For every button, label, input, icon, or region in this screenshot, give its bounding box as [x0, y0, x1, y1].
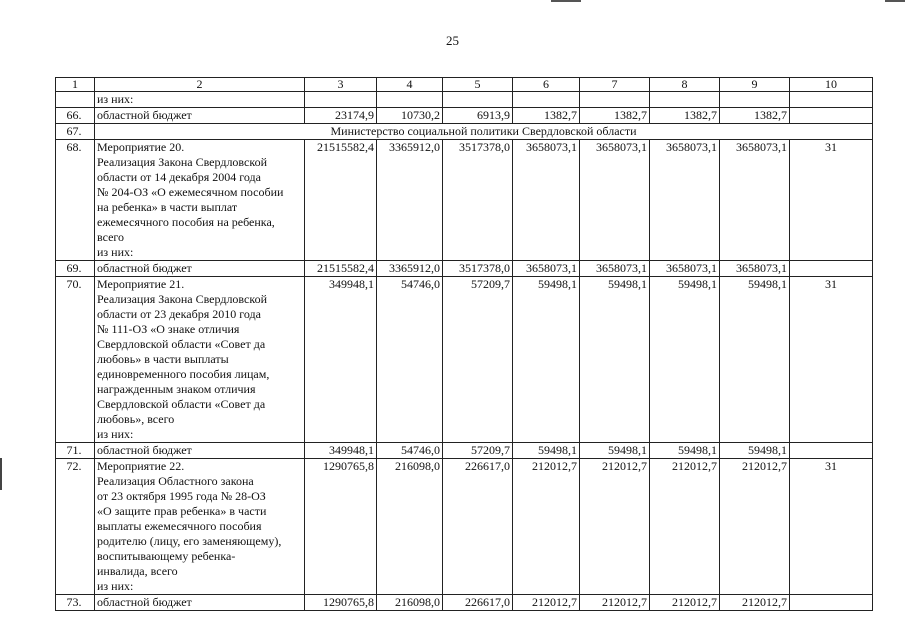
amount-cell: 226617,0 [443, 459, 513, 595]
amount-cell: 59498,1 [513, 443, 580, 459]
description-line: на ребенка» в части выплат [97, 200, 238, 214]
row-description [95, 261, 305, 277]
row-description [95, 443, 305, 459]
row-description [95, 595, 305, 611]
row-number: 70. [56, 277, 95, 443]
reference-cell [790, 595, 873, 611]
description-line: из них: [97, 245, 134, 259]
reference-cell [790, 92, 873, 108]
amount-cell: 3658073,1 [650, 261, 720, 277]
amount-cell: 59498,1 [720, 443, 790, 459]
reference-cell: 31 [790, 140, 873, 261]
amount-cell: 57209,7 [443, 443, 513, 459]
column-header: 7 [580, 78, 650, 92]
description-line: любовь» в части выплаты [97, 352, 229, 366]
page-number: 25 [446, 33, 459, 48]
description-line: воспитывающему ребенка- [97, 549, 236, 563]
amount-cell: 59498,1 [513, 277, 580, 443]
description-line: Мероприятие 21. [97, 277, 185, 291]
amount-cell [377, 92, 443, 108]
amount-cell [513, 92, 580, 108]
description-line: областной бюджет [97, 595, 192, 609]
description-line: награжденным знаком отличия [97, 382, 256, 396]
reference-cell: 31 [790, 277, 873, 443]
description-line: Мероприятие 22. [97, 459, 185, 473]
amount-cell: 212012,7 [580, 595, 650, 611]
table-row [56, 595, 873, 611]
row-description [95, 92, 305, 108]
table-row [56, 124, 873, 140]
amount-cell: 226617,0 [443, 595, 513, 611]
row-description [95, 277, 305, 443]
description-line: ежемесячного пособия на ребенка, [97, 215, 275, 229]
reference-cell [790, 443, 873, 459]
amount-cell: 1382,7 [720, 108, 790, 124]
amount-cell: 57209,7 [443, 277, 513, 443]
budget-table [55, 77, 873, 611]
amount-cell: 10730,2 [377, 108, 443, 124]
amount-cell: 216098,0 [377, 595, 443, 611]
amount-cell: 6913,9 [443, 108, 513, 124]
amount-cell: 212012,7 [720, 595, 790, 611]
description-line: всего [97, 230, 125, 244]
amount-cell: 1382,7 [580, 108, 650, 124]
amount-cell: 23174,9 [305, 108, 377, 124]
amount-cell: 1382,7 [513, 108, 580, 124]
amount-cell: 21515582,4 [305, 261, 377, 277]
description-line: № 111-ОЗ «О знаке отличия [97, 322, 240, 336]
row-description [95, 108, 305, 124]
amount-cell: 349948,1 [305, 443, 377, 459]
table-row [56, 108, 873, 124]
description-line: инвалида, всего [97, 564, 178, 578]
amount-cell [650, 92, 720, 108]
description-line: родителю (лицу, его заменяющему), [97, 534, 282, 548]
amount-cell: 349948,1 [305, 277, 377, 443]
amount-cell [720, 92, 790, 108]
description-line: № 204-ОЗ «О ежемесячном пособии [97, 185, 284, 199]
scan-corner-mark [551, 0, 581, 2]
amount-cell: 212012,7 [650, 459, 720, 595]
row-number: 72. [56, 459, 95, 595]
table-row [56, 277, 873, 443]
description-line: Реализация Областного закона [97, 474, 254, 488]
description-line: областной бюджет [97, 443, 192, 457]
reference-cell [790, 261, 873, 277]
amount-cell: 212012,7 [513, 459, 580, 595]
amount-cell: 212012,7 [580, 459, 650, 595]
description-line: областной бюджет [97, 108, 192, 122]
section-title: Министерство социальной политики Свердловской области [95, 124, 873, 140]
row-number: 69. [56, 261, 95, 277]
amount-cell: 59498,1 [580, 277, 650, 443]
table-row [56, 92, 873, 108]
description-line: любовь», всего [97, 412, 175, 426]
column-header: 6 [513, 78, 580, 92]
row-number: 66. [56, 108, 95, 124]
amount-cell: 3365912,0 [377, 261, 443, 277]
amount-cell: 59498,1 [720, 277, 790, 443]
column-header: 9 [720, 78, 790, 92]
description-line: из них: [97, 427, 134, 441]
amount-cell: 3658073,1 [513, 140, 580, 261]
amount-cell: 3517378,0 [443, 261, 513, 277]
column-header: 2 [95, 78, 305, 92]
amount-cell: 3517378,0 [443, 140, 513, 261]
table-row [56, 140, 873, 261]
amount-cell [580, 92, 650, 108]
description-line: из них: [97, 92, 134, 106]
column-header: 4 [377, 78, 443, 92]
description-line: Реализация Закона Свердловской [97, 292, 267, 306]
amount-cell: 3658073,1 [580, 261, 650, 277]
amount-cell: 59498,1 [650, 277, 720, 443]
description-line: Свердловской области «Совет да [97, 337, 266, 351]
row-number: 73. [56, 595, 95, 611]
amount-cell: 1290765,8 [305, 595, 377, 611]
description-line: Реализация Закона Свердловской [97, 155, 267, 169]
row-number [56, 92, 95, 108]
amount-cell: 3658073,1 [720, 140, 790, 261]
amount-cell: 3658073,1 [650, 140, 720, 261]
table-row [56, 459, 873, 595]
amount-cell: 212012,7 [720, 459, 790, 595]
amount-cell: 59498,1 [650, 443, 720, 459]
row-number: 67. [56, 124, 95, 140]
scan-corner-mark [885, 0, 905, 2]
amount-cell [443, 92, 513, 108]
row-number: 71. [56, 443, 95, 459]
description-line: единовременного пособия лицам, [97, 367, 270, 381]
amount-cell: 212012,7 [650, 595, 720, 611]
table-row [56, 443, 873, 459]
reference-cell [790, 108, 873, 124]
table-row [56, 261, 873, 277]
scan-edge-mark [0, 458, 2, 490]
description-line: от 23 октября 1995 года № 28-ОЗ [97, 489, 266, 503]
row-number: 68. [56, 140, 95, 261]
amount-cell: 216098,0 [377, 459, 443, 595]
amount-cell: 59498,1 [580, 443, 650, 459]
reference-cell: 31 [790, 459, 873, 595]
amount-cell: 1382,7 [650, 108, 720, 124]
amount-cell: 212012,7 [513, 595, 580, 611]
description-line: Мероприятие 20. [97, 140, 185, 154]
description-line: области от 14 декабря 2004 года [97, 170, 261, 184]
amount-cell: 3658073,1 [720, 261, 790, 277]
row-description [95, 459, 305, 595]
amount-cell: 21515582,4 [305, 140, 377, 261]
table-header-row [56, 78, 873, 92]
description-line: из них: [97, 579, 134, 593]
amount-cell: 3658073,1 [580, 140, 650, 261]
amount-cell: 1290765,8 [305, 459, 377, 595]
description-line: областной бюджет [97, 261, 192, 275]
description-line: области от 23 декабря 2010 года [97, 307, 261, 321]
amount-cell: 54746,0 [377, 443, 443, 459]
column-header: 1 [56, 78, 95, 92]
amount-cell [305, 92, 377, 108]
description-line: «О защите прав ребенка» в части [97, 504, 267, 518]
column-header: 8 [650, 78, 720, 92]
amount-cell: 54746,0 [377, 277, 443, 443]
row-description [95, 140, 305, 261]
description-line: выплаты ежемесячного пособия [97, 519, 262, 533]
amount-cell: 3658073,1 [513, 261, 580, 277]
amount-cell: 3365912,0 [377, 140, 443, 261]
column-header: 3 [305, 78, 377, 92]
column-header: 5 [443, 78, 513, 92]
description-line: Свердловской области «Совет да [97, 397, 266, 411]
column-header: 10 [790, 78, 873, 92]
